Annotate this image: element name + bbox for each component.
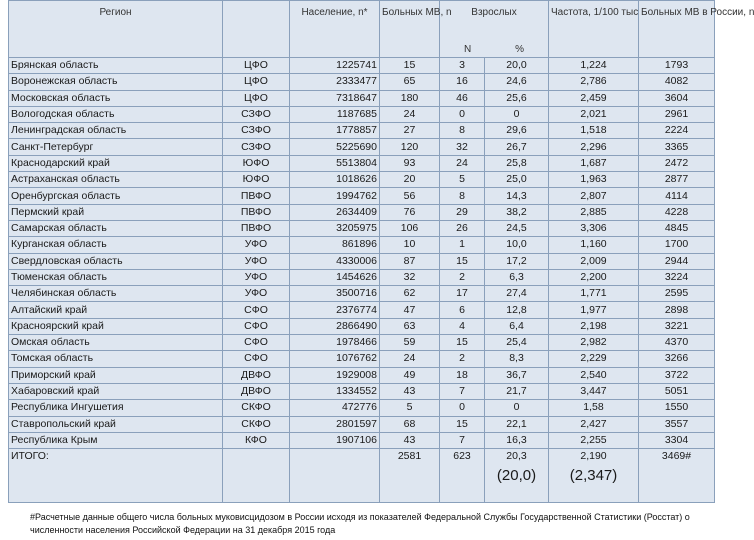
table-row (9, 220, 715, 236)
total-row (9, 449, 715, 503)
header-region: Регион (9, 1, 223, 58)
cell-population: 472776 (290, 400, 380, 416)
cell-population: 3205975 (290, 220, 380, 236)
cell-n: 15 (440, 416, 485, 432)
cell-patients: 87 (380, 253, 440, 269)
cell-patients: 43 (380, 432, 440, 448)
cell-freq: 1,771 (549, 286, 639, 302)
cell-freq: 2,021 (549, 106, 639, 122)
cell-patients: 68 (380, 416, 440, 432)
cell-pct: 6,3 (485, 269, 549, 285)
cell-russia: 3722 (639, 367, 715, 383)
cell-population: 2376774 (290, 302, 380, 318)
cell-russia: 2595 (639, 286, 715, 302)
cell-patients: 47 (380, 302, 440, 318)
table-row (9, 123, 715, 139)
cell-region: Самарская область (9, 220, 223, 236)
table-row (9, 383, 715, 399)
cell-n: 7 (440, 383, 485, 399)
cell-russia: 4082 (639, 74, 715, 90)
cell-population: 1454626 (290, 269, 380, 285)
cell-region: Краснодарский край (9, 155, 223, 171)
cell-freq: 2,459 (549, 90, 639, 106)
cell-patients: 10 (380, 237, 440, 253)
cell-region: Воронежская область (9, 74, 223, 90)
cell-freq: 1,687 (549, 155, 639, 171)
table-row (9, 155, 715, 171)
cell-district: ПВФО (223, 188, 290, 204)
table-row (9, 139, 715, 155)
cell-region: Санкт-Петербург (9, 139, 223, 155)
cell-russia: 4228 (639, 204, 715, 220)
cell-district: ПВФО (223, 204, 290, 220)
cell-patients: 65 (380, 74, 440, 90)
cell-region: Тюменская область (9, 269, 223, 285)
cell-russia: 2944 (639, 253, 715, 269)
cell-pct: 29,6 (485, 123, 549, 139)
cell-region: Астраханская область (9, 172, 223, 188)
cell-russia: 5051 (639, 383, 715, 399)
table-row (9, 335, 715, 351)
table-row (9, 286, 715, 302)
cell-n: 32 (440, 139, 485, 155)
cell-russia: 3221 (639, 318, 715, 334)
header-frequency: Частота, 1/100 тыс (549, 1, 639, 58)
total-patients: 2581 (380, 449, 440, 503)
cell-freq: 2,807 (549, 188, 639, 204)
cell-freq: 3,447 (549, 383, 639, 399)
total-russia: 3469# (639, 449, 715, 503)
cell-n: 4 (440, 318, 485, 334)
cell-pct: 12,8 (485, 302, 549, 318)
cell-population: 3500716 (290, 286, 380, 302)
cell-pct: 21,7 (485, 383, 549, 399)
table-row (9, 432, 715, 448)
cell-patients: 5 (380, 400, 440, 416)
cell-russia: 2224 (639, 123, 715, 139)
cell-patients: 49 (380, 367, 440, 383)
cell-region: Ленинградская область (9, 123, 223, 139)
cell-n: 18 (440, 367, 485, 383)
cell-n: 8 (440, 123, 485, 139)
cell-n: 26 (440, 220, 485, 236)
cell-region: Республика Ингушетия (9, 400, 223, 416)
cell-russia: 1550 (639, 400, 715, 416)
cell-pct: 38,2 (485, 204, 549, 220)
cell-patients: 56 (380, 188, 440, 204)
header-district (223, 1, 290, 58)
cell-n: 6 (440, 302, 485, 318)
cell-population: 5513804 (290, 155, 380, 171)
cell-pct: 16,3 (485, 432, 549, 448)
cell-russia: 1793 (639, 58, 715, 74)
cell-pct: 8,3 (485, 351, 549, 367)
cell-region: Красноярский край (9, 318, 223, 334)
cell-n: 15 (440, 335, 485, 351)
cell-freq: 2,427 (549, 416, 639, 432)
cell-n: 3 (440, 58, 485, 74)
cell-patients: 24 (380, 351, 440, 367)
table-row (9, 172, 715, 188)
cell-district: СКФО (223, 416, 290, 432)
header-adults (440, 1, 549, 58)
cell-district: СФО (223, 351, 290, 367)
table-row (9, 416, 715, 432)
cell-population: 861896 (290, 237, 380, 253)
cell-district: СФО (223, 302, 290, 318)
cell-region: Брянская область (9, 58, 223, 74)
cell-population: 1225741 (290, 58, 380, 74)
cell-population: 2333477 (290, 74, 380, 90)
cell-n: 29 (440, 204, 485, 220)
cell-patients: 27 (380, 123, 440, 139)
total-freq-alt: (2,347) (569, 467, 618, 485)
cell-russia: 3365 (639, 139, 715, 155)
cell-patients: 180 (380, 90, 440, 106)
total-label: ИТОГО: (9, 449, 223, 503)
cell-n: 8 (440, 188, 485, 204)
cell-freq: 2,786 (549, 74, 639, 90)
cell-region: Вологодская область (9, 106, 223, 122)
table-body (9, 58, 715, 503)
cell-district: УФО (223, 269, 290, 285)
cell-population: 1076762 (290, 351, 380, 367)
cell-patients: 24 (380, 106, 440, 122)
cell-freq: 1,977 (549, 302, 639, 318)
header-adults-n: N (463, 44, 472, 55)
cell-population: 1018626 (290, 172, 380, 188)
cell-pct: 26,7 (485, 139, 549, 155)
cell-region: Приморский край (9, 367, 223, 383)
cell-pct: 25,6 (485, 90, 549, 106)
cell-n: 15 (440, 253, 485, 269)
cell-pct: 0 (485, 400, 549, 416)
cell-population: 2634409 (290, 204, 380, 220)
cell-pct: 10,0 (485, 237, 549, 253)
cell-russia: 4114 (639, 188, 715, 204)
cell-district: СЗФО (223, 139, 290, 155)
cell-n: 5 (440, 172, 485, 188)
cell-patients: 43 (380, 383, 440, 399)
cell-district: СЗФО (223, 123, 290, 139)
cell-patients: 120 (380, 139, 440, 155)
cell-freq: 1,518 (549, 123, 639, 139)
table-row (9, 367, 715, 383)
cell-patients: 59 (380, 335, 440, 351)
cell-freq: 1,963 (549, 172, 639, 188)
cell-region: Хабаровский край (9, 383, 223, 399)
cell-freq: 2,009 (549, 253, 639, 269)
table-row (9, 188, 715, 204)
cell-population: 1334552 (290, 383, 380, 399)
cell-freq: 2,296 (549, 139, 639, 155)
table-row (9, 90, 715, 106)
table-row (9, 269, 715, 285)
cell-pct: 36,7 (485, 367, 549, 383)
cell-n: 16 (440, 74, 485, 90)
cell-pct: 27,4 (485, 286, 549, 302)
header-adults-pct: % (515, 44, 525, 55)
cell-population: 1187685 (290, 106, 380, 122)
cell-russia: 3604 (639, 90, 715, 106)
cell-region: Омская область (9, 335, 223, 351)
cell-population: 4330006 (290, 253, 380, 269)
total-pct-alt: (20,0) (496, 467, 537, 485)
total-adults-n: 623 (440, 449, 485, 503)
table-row (9, 74, 715, 90)
cell-russia: 2898 (639, 302, 715, 318)
cell-region: Курганская область (9, 237, 223, 253)
cell-district: ЮФО (223, 155, 290, 171)
cell-population: 1929008 (290, 367, 380, 383)
cell-russia: 4370 (639, 335, 715, 351)
cell-district: ЮФО (223, 172, 290, 188)
table-row (9, 253, 715, 269)
cell-pct: 24,6 (485, 74, 549, 90)
header-russia: Больных МВ в России, n (639, 1, 715, 58)
total-pct-value: 20,3 (506, 450, 527, 463)
cell-freq: 2,200 (549, 269, 639, 285)
cell-russia: 3266 (639, 351, 715, 367)
cell-population: 7318647 (290, 90, 380, 106)
cell-district: СФО (223, 318, 290, 334)
header-population: Население, n* (290, 1, 380, 58)
table-row (9, 106, 715, 122)
cell-freq: 3,306 (549, 220, 639, 236)
cell-freq: 1,160 (549, 237, 639, 253)
cell-district: ЦФО (223, 90, 290, 106)
cell-population: 1778857 (290, 123, 380, 139)
cell-district: СФО (223, 335, 290, 351)
cell-region: Пермский край (9, 204, 223, 220)
cell-n: 0 (440, 400, 485, 416)
cell-freq: 2,982 (549, 335, 639, 351)
footnote: #Расчетные данные общего числа больных муковисцидозом в России исходя из показателей Федеральной Службы Государственной Статистики (Росстат) о численности населения Российской Федерации на 31 декабря 2015 года (30, 512, 690, 535)
cell-patients: 62 (380, 286, 440, 302)
cell-n: 17 (440, 286, 485, 302)
cell-freq: 1,224 (549, 58, 639, 74)
cell-region: Свердловская область (9, 253, 223, 269)
cell-population: 1994762 (290, 188, 380, 204)
table-row (9, 351, 715, 367)
cell-n: 46 (440, 90, 485, 106)
cell-n: 2 (440, 269, 485, 285)
cell-district: КФО (223, 432, 290, 448)
table-row (9, 302, 715, 318)
cell-district: ЦФО (223, 58, 290, 74)
cell-population: 1978466 (290, 335, 380, 351)
cell-district: ПВФО (223, 220, 290, 236)
cell-patients: 63 (380, 318, 440, 334)
cell-district: ДВФО (223, 367, 290, 383)
cell-region: Оренбургская область (9, 188, 223, 204)
table-header (9, 1, 754, 58)
cell-region: Московская область (9, 90, 223, 106)
cell-pct: 20,0 (485, 58, 549, 74)
cell-n: 1 (440, 237, 485, 253)
cell-district: ЦФО (223, 74, 290, 90)
cell-n: 7 (440, 432, 485, 448)
cell-district: УФО (223, 286, 290, 302)
cell-freq: 2,885 (549, 204, 639, 220)
cell-russia: 1700 (639, 237, 715, 253)
cell-pct: 25,0 (485, 172, 549, 188)
cell-pct: 24,5 (485, 220, 549, 236)
cell-pct: 25,8 (485, 155, 549, 171)
cell-pct: 25,4 (485, 335, 549, 351)
cell-russia: 2472 (639, 155, 715, 171)
table-row (9, 318, 715, 334)
cell-russia: 2961 (639, 106, 715, 122)
total-adults-pct (485, 449, 549, 503)
cell-patients: 76 (380, 204, 440, 220)
table-row (9, 400, 715, 416)
cell-region: Алтайский край (9, 302, 223, 318)
cell-population: 5225690 (290, 139, 380, 155)
cell-district: УФО (223, 253, 290, 269)
cell-population: 2801597 (290, 416, 380, 432)
cell-russia: 2877 (639, 172, 715, 188)
cell-freq: 2,255 (549, 432, 639, 448)
cell-pct: 14,3 (485, 188, 549, 204)
cell-district: УФО (223, 237, 290, 253)
header-adults-subheads (442, 42, 546, 57)
cell-pct: 22,1 (485, 416, 549, 432)
cell-russia: 4845 (639, 220, 715, 236)
cell-patients: 20 (380, 172, 440, 188)
cell-n: 0 (440, 106, 485, 122)
total-freq-value: 2,190 (580, 450, 607, 463)
cell-freq: 1,58 (549, 400, 639, 416)
cell-patients: 32 (380, 269, 440, 285)
total-frequency (549, 449, 639, 503)
cell-population: 2866490 (290, 318, 380, 334)
cell-pct: 17,2 (485, 253, 549, 269)
header-patients: Больных МВ, n (380, 1, 440, 58)
cell-russia: 3224 (639, 269, 715, 285)
cell-region: Республика Крым (9, 432, 223, 448)
cell-freq: 2,198 (549, 318, 639, 334)
cell-population: 1907106 (290, 432, 380, 448)
cell-russia: 3557 (639, 416, 715, 432)
cell-district: СЗФО (223, 106, 290, 122)
total-empty-district (223, 449, 290, 503)
table-row (9, 204, 715, 220)
cell-region: Ставропольский край (9, 416, 223, 432)
table-row (9, 58, 715, 74)
total-empty-population (290, 449, 380, 503)
data-table (8, 0, 754, 503)
cell-n: 2 (440, 351, 485, 367)
cell-region: Челябинская область (9, 286, 223, 302)
cell-pct: 6,4 (485, 318, 549, 334)
cell-russia: 3304 (639, 432, 715, 448)
cell-patients: 15 (380, 58, 440, 74)
cell-district: ДВФО (223, 383, 290, 399)
cell-patients: 93 (380, 155, 440, 171)
cell-patients: 106 (380, 220, 440, 236)
cell-freq: 2,229 (549, 351, 639, 367)
header-adults-label: Взрослых (471, 7, 517, 18)
cell-pct: 0 (485, 106, 549, 122)
cell-district: СКФО (223, 400, 290, 416)
cell-n: 24 (440, 155, 485, 171)
table-row (9, 237, 715, 253)
cell-freq: 2,540 (549, 367, 639, 383)
cell-region: Томская область (9, 351, 223, 367)
